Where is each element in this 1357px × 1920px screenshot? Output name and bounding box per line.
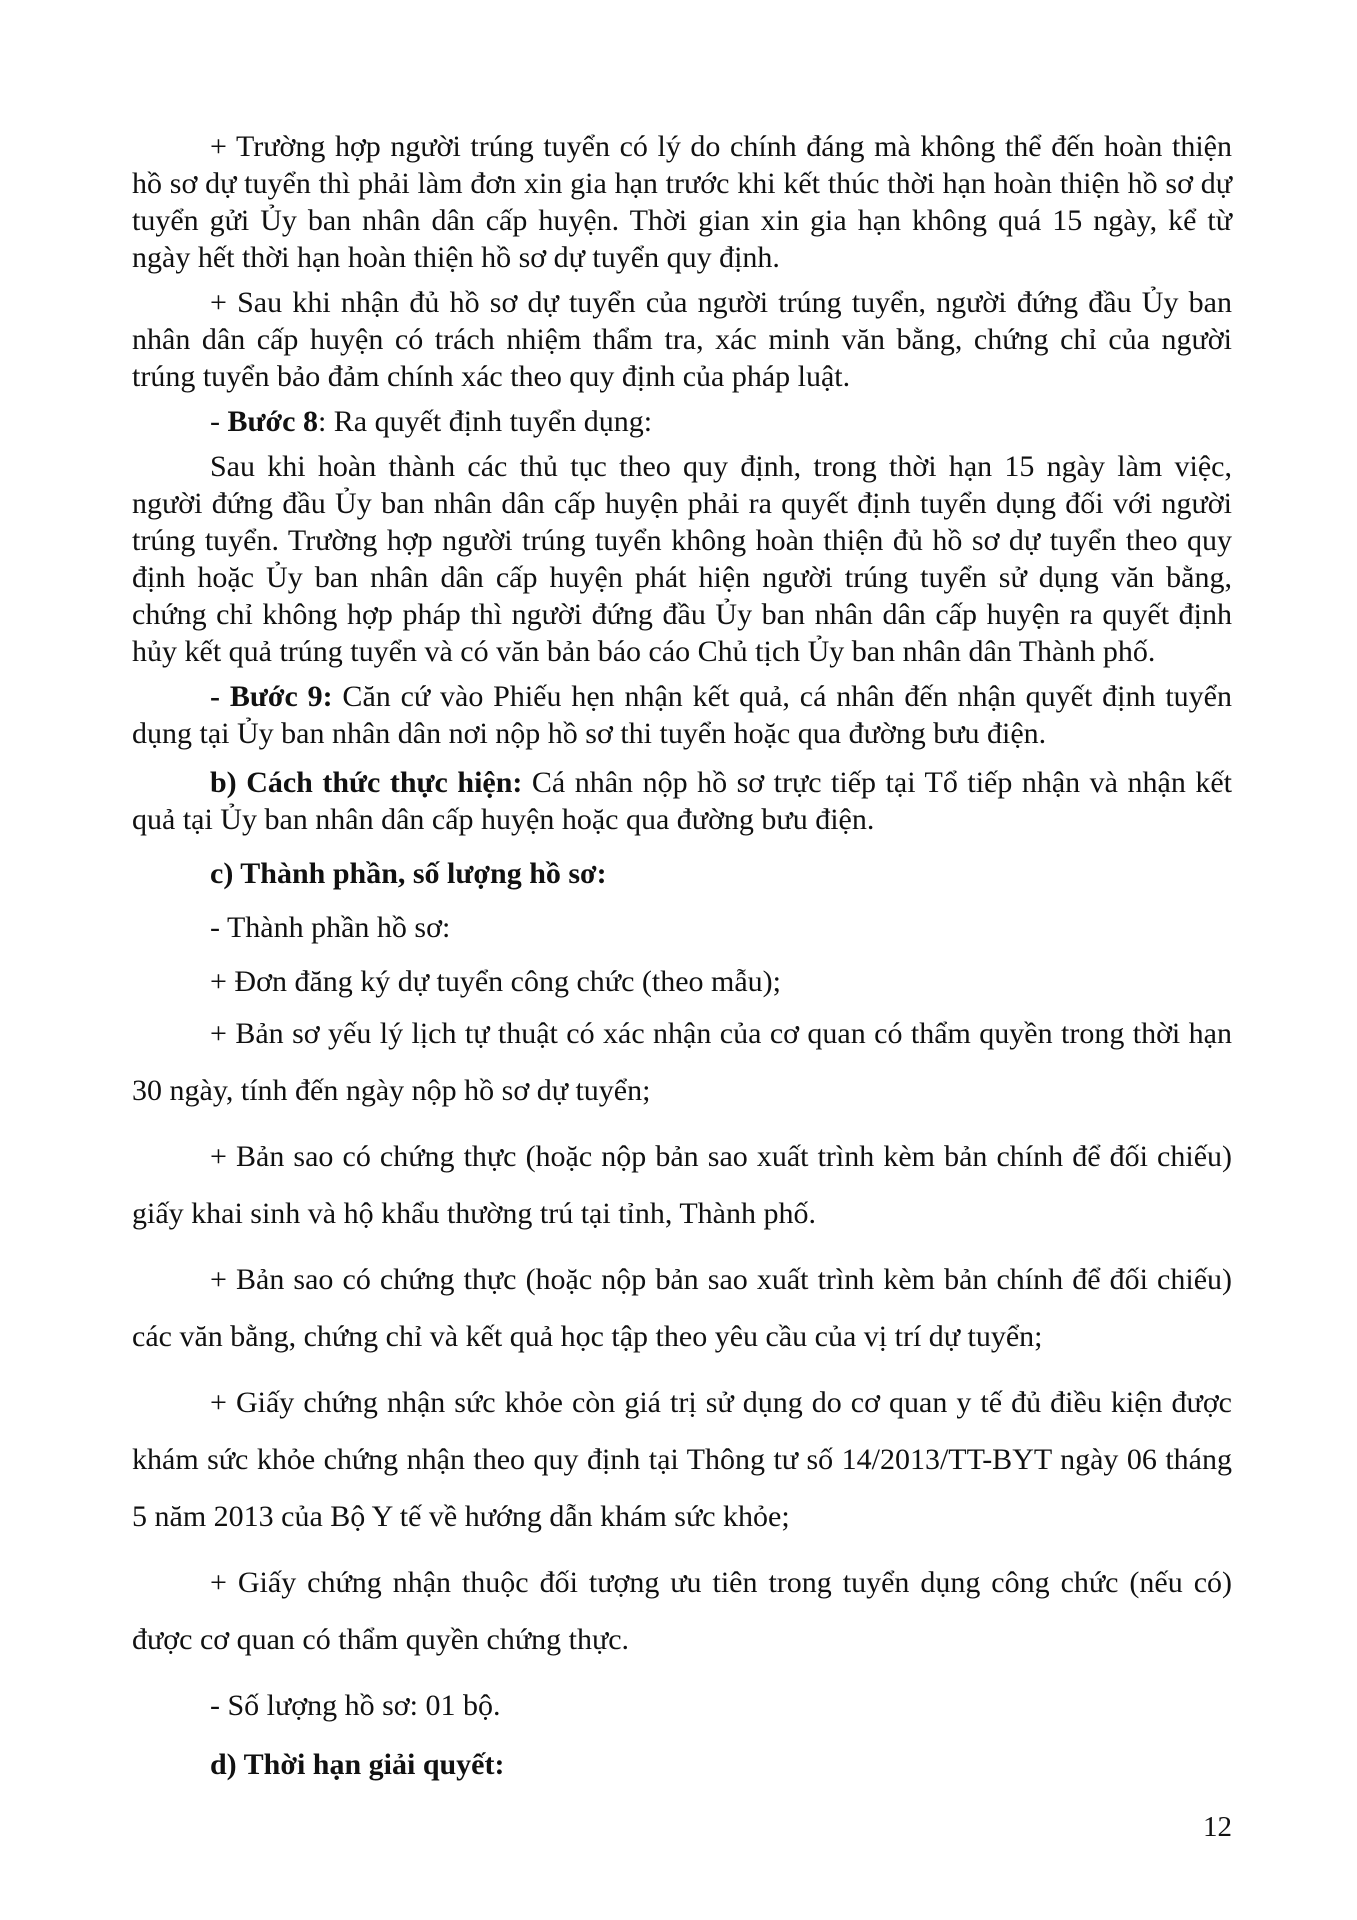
paragraph-file-components-label: - Thành phần hồ sơ: xyxy=(210,911,451,944)
list-item-priority-certificate: + Giấy chứng nhận thuộc đối tượng ưu tiên trong tuyển dụng công chức (nếu có) được cơ quan có thẩm quyền chứng thực. xyxy=(132,1566,1232,1656)
list-item-application-form: + Đơn đăng ký dự tuyển công chức (theo mẫu); xyxy=(210,965,781,998)
list-item-birth-certificate: + Bản sao có chứng thực (hoặc nộp bản sao xuất trình kèm bản chính để đối chiếu) giấy khai sinh và hộ khẩu thường trú tại tỉnh, Thành phố. xyxy=(132,1140,1232,1230)
heading-section-c: c) Thành phần, số lượng hồ sơ: xyxy=(210,857,607,890)
list-item-cv: + Bản sơ yếu lý lịch tự thuật có xác nhận của cơ quan có thẩm quyền trong thời hạn 30 ngày, tính đến ngày nộp hồ sơ dự tuyển; xyxy=(132,1017,1232,1107)
paragraph-verification: + Sau khi nhận đủ hồ sơ dự tuyển của người trúng tuyển, người đứng đầu Ủy ban nhân dân cấp huyện có trách nhiệm thẩm tra, xác minh văn bằng, chứng chỉ của người trúng tuyển bảo đảm chính xác theo quy định của pháp luật. xyxy=(132,286,1232,393)
paragraph-step-8-body: Sau khi hoàn thành các thủ tục theo quy định, trong thời hạn 15 ngày làm việc, người đứng đầu Ủy ban nhân dân cấp huyện phải ra quyết định tuyển dụng đối với người trúng tuyển. Trường hợp người trúng tuyển không hoàn thiện đủ hồ sơ dự tuyển theo quy định hoặc Ủy ban nhân dân cấp huyện phát hiện người trúng tuyển sử dụng văn bằng, chứng chỉ không hợp pháp thì người đứng đầu Ủy ban nhân dân cấp huyện ra quyết định hủy kết quả trúng tuyển và có văn bản báo cáo Chủ tịch Ủy ban nhân dân Thành phố. xyxy=(132,450,1232,668)
list-item-health-certificate: + Giấy chứng nhận sức khỏe còn giá trị sử dụng do cơ quan y tế đủ điều kiện được khám sức khỏe chứng nhận theo quy định tại Thông tư số 14/2013/TT-BYT ngày 06 tháng 5 năm 2013 của Bộ Y tế về hướng dẫn khám sức khỏe; xyxy=(132,1386,1232,1533)
paragraph-extension-request: + Trường hợp người trúng tuyển có lý do chính đáng mà không thể đến hoàn thiện hồ sơ dự tuyển thì phải làm đơn xin gia hạn trước khi kết thúc thời hạn hoàn thiện hồ sơ dự tuyển gửi Ủy ban nhân dân cấp huyện. Thời gian xin gia hạn không quá 15 ngày, kể từ ngày hết thời hạn hoàn thiện hồ sơ dự tuyển quy định. xyxy=(132,130,1232,274)
list-item-diplomas: + Bản sao có chứng thực (hoặc nộp bản sao xuất trình kèm bản chính để đối chiếu) các văn bằng, chứng chỉ và kết quả học tập theo yêu cầu của vị trí dự tuyển; xyxy=(132,1263,1232,1353)
page-number: 12 xyxy=(1203,1811,1232,1843)
heading-section-d: d) Thời hạn giải quyết: xyxy=(210,1748,505,1781)
paragraph-section-b: b) Cách thức thực hiện: Cá nhân nộp hồ sơ trực tiếp tại Tổ tiếp nhận và nhận kết quả tại Ủy ban nhân dân cấp huyện hoặc qua đường bưu điện. xyxy=(132,766,1232,836)
paragraph-step-8-heading: - Bước 8: Ra quyết định tuyển dụng: xyxy=(210,405,653,438)
paragraph-file-quantity: - Số lượng hồ sơ: 01 bộ. xyxy=(210,1689,501,1722)
paragraph-step-9: - Bước 9: Căn cứ vào Phiếu hẹn nhận kết quả, cá nhân đến nhận quyết định tuyển dụng tại Ủy ban nhân dân nơi nộp hồ sơ thi tuyển hoặc qua đường bưu điện. xyxy=(132,680,1232,750)
document-page xyxy=(132,128,1232,1783)
